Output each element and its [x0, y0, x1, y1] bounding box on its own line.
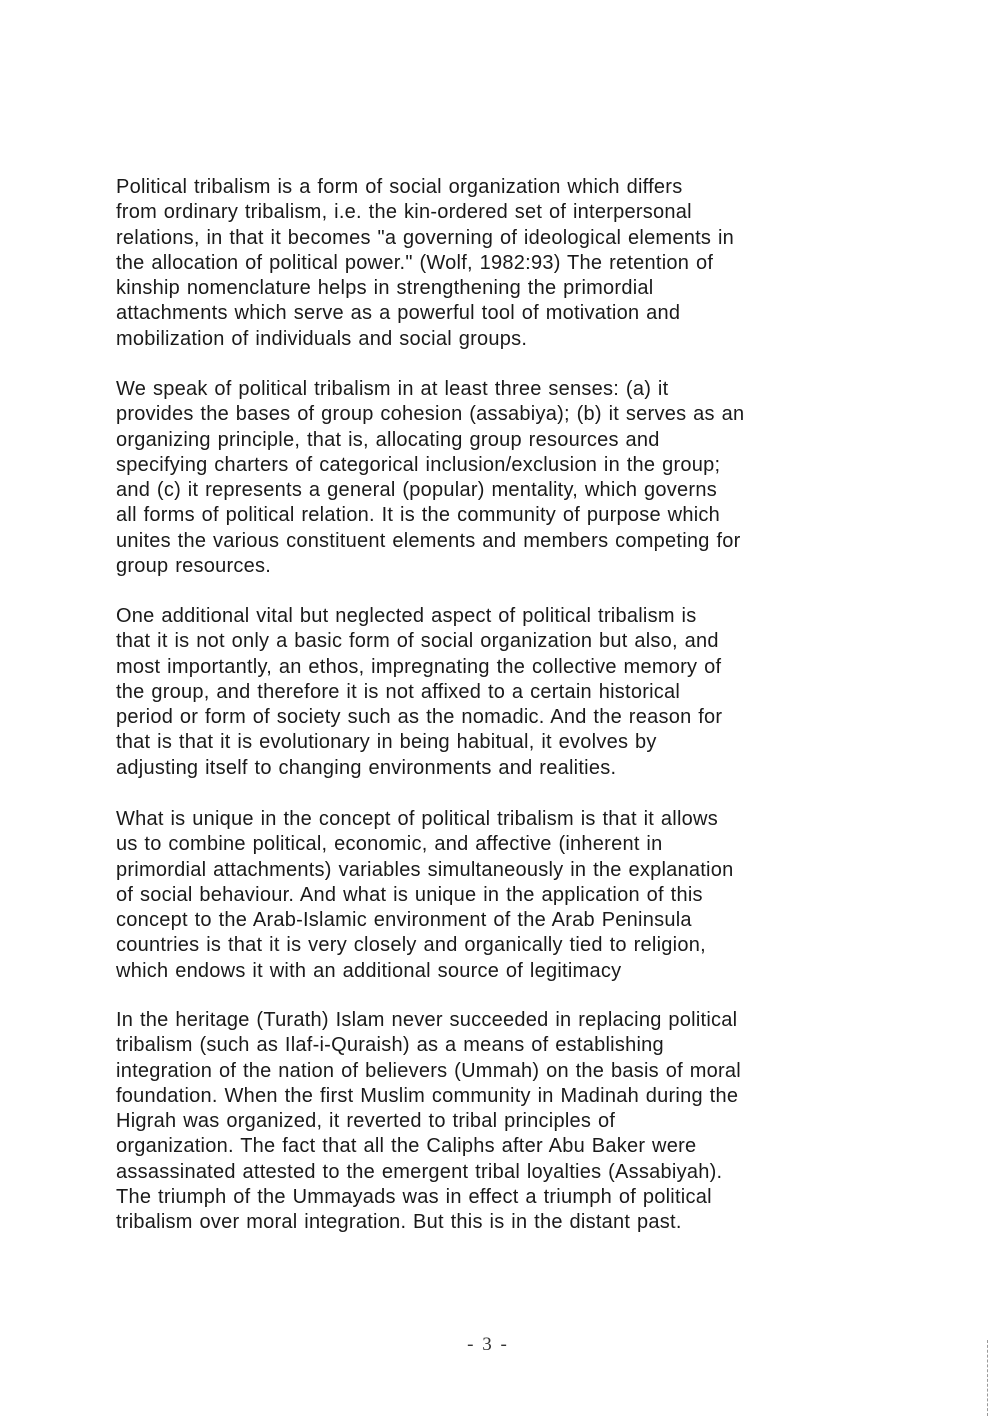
text-line: that is that it is evolutionary in being habitual, it evolves by [116, 731, 657, 754]
text-line: We speak of political tribalism in at least three senses: (a) it [116, 378, 669, 400]
text-line: of social behaviour. And what is unique in the application of this [116, 883, 703, 906]
text-line: all forms of political relation. It is the community of purpose which [116, 504, 721, 527]
paragraph-three-senses [116, 377, 856, 579]
text-line: tribalism over moral integration. But this is in the distant past. [116, 1211, 682, 1234]
text-line: relations, in that it becomes "a governing of ideological elements in [116, 226, 735, 249]
text-line: kinship nomenclature helps in strengthening the primordial [116, 277, 654, 300]
text-line: tribalism (such as Ilaf-i-Quraish) as a means of establishing [116, 1034, 664, 1057]
text-line: unites the various constituent elements and members competing for [116, 529, 741, 552]
text-line: attachments which serve as a powerful tool of motivation and [116, 302, 681, 325]
text-line: us to combine political, economic, and affective (inherent in [116, 833, 663, 856]
text-line: One additional vital but neglected aspect of political tribalism is [116, 605, 697, 627]
text-line: countries is that it is very closely and organically tied to religion, [116, 934, 706, 957]
paragraph-unique-concept [116, 807, 856, 984]
text-line: In the heritage (Turath) Islam never succeeded in replacing political [116, 1009, 738, 1031]
text-line: assassinated attested to the emergent tribal loyalties (Assabiyah). [116, 1160, 723, 1183]
text-line: organizing principle, that is, allocating group resources and [116, 428, 660, 451]
text-line: provides the bases of group cohesion (assabiya); (b) it serves as an [116, 403, 745, 426]
text-line: Political tribalism is a form of social organization which differs [116, 176, 683, 198]
text-line: the allocation of political power." (Wolf, 1982:93) The retention of [116, 251, 714, 274]
text-line: that it is not only a basic form of social organization but also, and [116, 630, 719, 653]
text-line: from ordinary tribalism, i.e. the kin-ordered set of interpersonal [116, 201, 692, 224]
text-line: which endows it with an additional source of legitimacy [116, 959, 622, 982]
text-line: The triumph of the Ummayads was in effect a triumph of political [116, 1186, 712, 1209]
text-line: Higrah was organized, it reverted to tribal principles of [116, 1110, 616, 1133]
text-line: specifying charters of categorical inclusion/exclusion in the group; [116, 453, 721, 476]
text-line: primordial attachments) variables simultaneously in the explanation [116, 858, 734, 881]
text-line: most importantly, an ethos, impregnating the collective memory of [116, 655, 722, 678]
text-line: concept to the Arab-Islamic environment of the Arab Peninsula [116, 909, 692, 932]
text-line: and (c) it represents a general (popular) mentality, which governs [116, 479, 717, 502]
text-line: integration of the nation of believers (Ummah) on the basis of moral [116, 1059, 741, 1082]
text-line: the group, and therefore it is not affixed to a certain historical [116, 680, 681, 703]
page-number: - 3 - [467, 1334, 509, 1355]
scan-edge-artifact [986, 1340, 988, 1416]
paragraph-neglected-aspect [116, 604, 856, 781]
text-line: mobilization of individuals and social groups. [116, 327, 528, 350]
text-line: period or form of society such as the nomadic. And the reason for [116, 706, 723, 729]
text-line: organization. The fact that all the Caliphs after Abu Baker were [116, 1135, 697, 1158]
text-line: group resources. [116, 555, 272, 578]
text-line: What is unique in the concept of political tribalism is that it allows [116, 808, 718, 830]
text-line: foundation. When the first Muslim community in Madinah during the [116, 1084, 739, 1107]
paragraph-political-tribalism-definition [116, 175, 856, 352]
text-line: adjusting itself to changing environments and realities. [116, 756, 617, 779]
paragraph-heritage-turath [116, 1008, 856, 1236]
